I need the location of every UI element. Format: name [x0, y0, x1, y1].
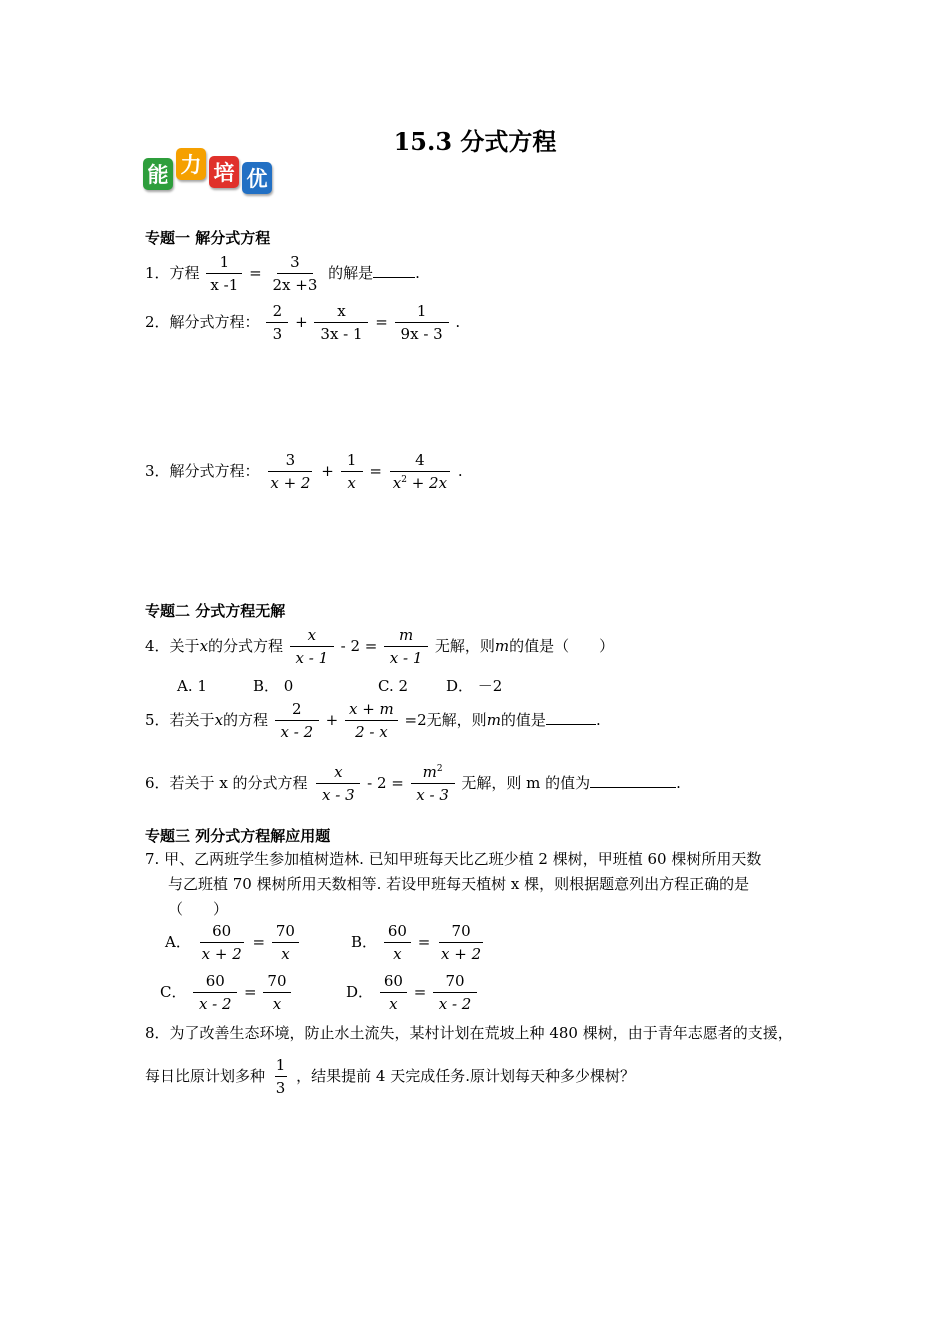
- q7-option-d[interactable]: D． $\frac{60}{x}$ = $\frac{70}{x - 2}$: [346, 974, 479, 1012]
- q3-fraction-1: $\frac{3}{x + 2}$: [270, 451, 311, 492]
- q6-number: 6．: [145, 774, 170, 792]
- q8-number: 8．: [145, 1024, 170, 1042]
- question-7-line-1: 7. 甲、乙两班学生参加植树造林. 已知甲班每天比乙班少植 2 棵树，甲班植 60 棵树所用天数: [145, 850, 762, 868]
- question-1: 1．方程 $\frac{1}{x -1}$ = $\frac{3}{2x +3}$ 的解是 .: [145, 253, 420, 294]
- question-5: 5．若关于x的方程 $\frac{2}{x - 2}$ + $\frac{x + m}{2 - x}$ =2无解，则m的值是 .: [145, 700, 601, 741]
- section-heading-3: 专题三 列分式方程解应用题: [145, 827, 331, 845]
- q3-number: 3．: [145, 462, 170, 480]
- question-8-line-1: 8．为了改善生态环境，防止水土流失，某村计划在荒坡上种 480 棵树，由于青年志愿者的支援，: [145, 1024, 793, 1042]
- section-heading-1: 专题一 解分式方程: [145, 229, 271, 247]
- q4-option-d[interactable]: D． －2: [446, 677, 503, 695]
- logo-tile-3: 培: [209, 156, 239, 188]
- q2-number: 2．: [145, 313, 170, 331]
- q1-fraction-1: $\frac{1}{x -1}$: [206, 255, 242, 293]
- question-8-line-2: 每日比原计划多种 $\frac{1}{3}$ ，结果提前 4 天完成任务.原计划每天种多少棵树？: [145, 1056, 635, 1097]
- q5-fraction-1: $\frac{2}{x - 2}$: [275, 702, 319, 740]
- q2-text: 解分式方程：: [169, 313, 260, 331]
- answer-blank: [590, 787, 676, 788]
- q6-fraction-2: $\frac{m^2}{x - 3}$: [411, 765, 455, 803]
- answer-blank: [373, 277, 415, 278]
- question-6: 6．若关于 x 的分式方程 $\frac{x}{x - 3}$ - 2 = $\frac{m^2}{x - 3}$ 无解，则 m 的值为 .: [145, 763, 681, 804]
- q2-fraction-2: $\frac{x}{3x - 1}$: [314, 304, 368, 342]
- question-7-line-3: （ ）: [168, 900, 229, 918]
- q7-number: 7.: [145, 850, 160, 868]
- q1-fraction-2: $\frac{3}{2x +3}$: [272, 253, 318, 294]
- q1-equals: =: [249, 264, 262, 282]
- section-heading-2: 专题二 分式方程无解: [145, 602, 286, 620]
- q4-option-c[interactable]: C. 2: [378, 677, 409, 695]
- q7-option-c[interactable]: C． $\frac{60}{x - 2}$ = $\frac{70}{x}$: [160, 974, 293, 1012]
- q6-fraction-1: $\frac{x}{x - 3}$: [316, 765, 360, 803]
- q2-fraction-3: $\frac{1}{9x - 3}$: [395, 304, 449, 342]
- q4-option-b[interactable]: B． 0: [253, 677, 294, 695]
- page-title: 15.3 分式方程: [393, 127, 557, 156]
- logo-tile-4: 优: [242, 162, 272, 194]
- q7-option-a[interactable]: A． $\frac{60}{x + 2}$ = $\frac{70}{x}$: [165, 924, 301, 962]
- q4-number: 4．: [145, 637, 170, 655]
- q8-fraction: $\frac{1}{3}$: [275, 1056, 286, 1097]
- q5-fraction-2: $\frac{x + m}{2 - x}$: [345, 702, 398, 740]
- logo-tile-1: 能: [143, 158, 173, 190]
- q3-fraction-2: $\frac{1}{x}$: [341, 453, 363, 491]
- q3-fraction-3: $\frac{4}{x^2 + 2x}$: [389, 453, 451, 491]
- q1-text: 方程: [169, 264, 200, 282]
- q4-fraction-1: $\frac{x}{x - 1}$: [290, 628, 334, 666]
- q1-text-2: 的解是: [328, 264, 374, 282]
- logo-ability-training: [143, 148, 277, 196]
- question-2: 2．解分式方程： $\frac{2}{3}$ + $\frac{x}{3x - 1}$ = $\frac{1}{9x - 3}$ .: [145, 302, 461, 343]
- q7-option-b[interactable]: B． $\frac{60}{x}$ = $\frac{70}{x + 2}$: [351, 922, 482, 963]
- q2-fraction-1: $\frac{2}{3}$: [266, 304, 288, 342]
- q4-fraction-2: $\frac{m}{x - 1}$: [384, 628, 428, 666]
- q3-text: 解分式方程：: [169, 462, 260, 480]
- q1-number: 1．: [145, 264, 170, 282]
- question-7-line-2: 与乙班植 70 棵树所用天数相等. 若设甲班每天植树 x 棵，则根据题意列出方程正确的是: [168, 875, 750, 893]
- question-3: 3．解分式方程： $\frac{3}{x + 2}$ + $\frac{1}{x}$ = $\frac{4}{x^2 + 2x}$ .: [145, 451, 463, 492]
- logo-tile-2: 力: [176, 148, 206, 180]
- q4-option-a[interactable]: A. 1: [177, 677, 207, 695]
- question-4: 4．关于x的分式方程 $\frac{x}{x - 1}$ - 2 = $\frac{m}{x - 1}$ 无解，则m的值是（ ）: [145, 626, 615, 667]
- answer-blank: [546, 724, 596, 725]
- q5-number: 5．: [145, 711, 170, 729]
